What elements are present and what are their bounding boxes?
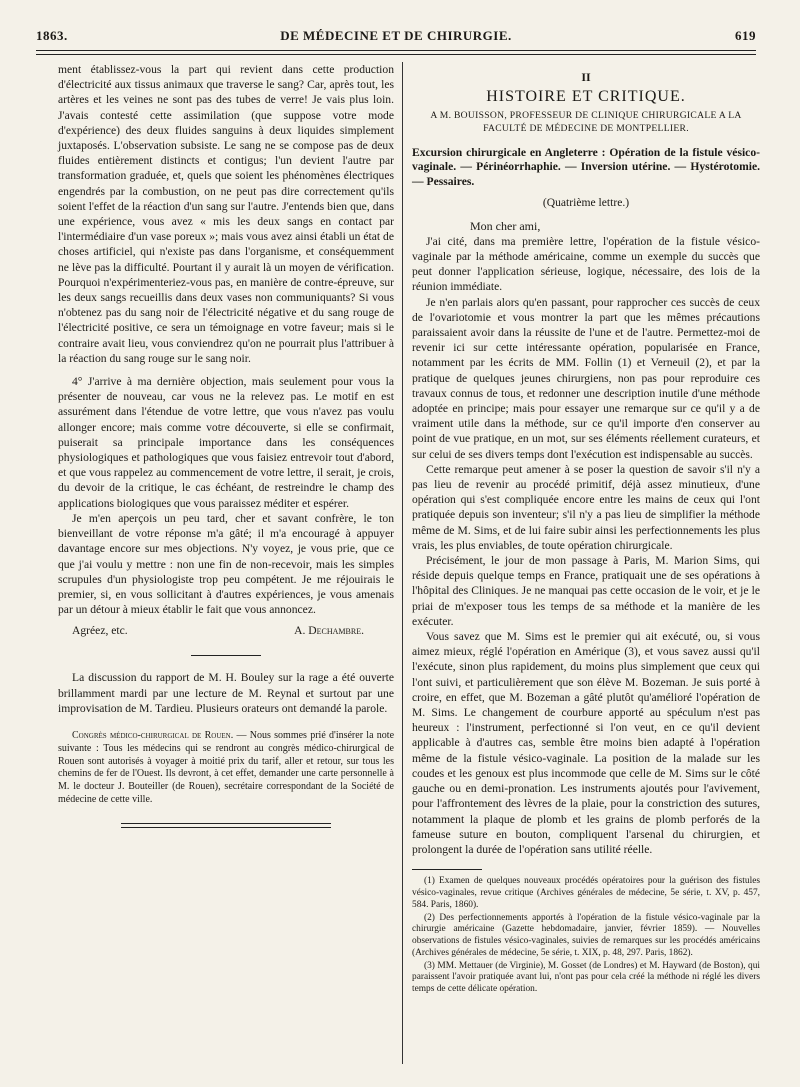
footnote-rule (412, 869, 482, 870)
footnote-3: (3) MM. Mettauer (de Virginie), M. Gosset (de Londres) et M. Hayward (de Boston), qui paraissent l'avoir pratiquée avant lui, n'ont pas pour cela créé la méthode ni réglé les divers temps de cette délicate opération. (412, 960, 760, 995)
right-paragraph-5: Vous savez que M. Sims est le premier qui ait exécuté, ou, si vous aimez mieux, réglé l'opération en Amérique (3), et vous savez aussi qu'il l'exécute, sinon plus rapidement, du moins plus simplement que ceux qui l'ont suivi, et particulièrement que son élève M. Bozeman. Je suis porté à croire, en effet, que M. Bozeman a gâté plutôt qu'amélioré l'opération de M. Sims. Le changement de courbure apporté au spéculum n'est pas heureux : l'instrument, perfectionné si l'on veut, en ce qu'il devient applicable à d'autres cas, semble être moins bien adapté à l'opération même de la fistule vésico-vaginale. La position de la malade sur les coudes et les genoux est plus incommode que celle de M. Sims sur le côté gauche ou en demi-pronation. Les instruments ajoutés pour l'avivement, pour l'affrontement des lèvres de la plaie, pour la constriction des sutures, notamment la plaque de plomb et les grains de plomb perforés de la fameuse suture en bouton, compliquent l'arsenal du chirurgien, et prolongent la durée de l'opération sans utilité réelle. (412, 630, 760, 856)
salutation: Mon cher ami, (470, 218, 541, 233)
closing-row (58, 623, 394, 641)
section-title: HISTOIRE ET CRITIQUE. (486, 88, 686, 106)
notice-text: — Nous sommes prié d'insérer la note suivante : Tous les médecins qui se rendront au congrès médico-chirurgical de Rouen sont autorisés à voyager à moitié prix du tarif, aller et retour, sur tous les chemins de fer de l'Ouest. Ils devront, à cet effet, demander une carte personnelle à M. le docteur J. Bouteiller (de Rouen), secrétaire correspondant de la Société de médecine de cette ville. (58, 729, 395, 805)
footnote-1: (1) Examen de quelques nouveaux procédés opératoires pour la guérison des fistules vésico-vaginales, revue critique (Archives générales de médecine, 5e série, t. XV, p. 457, 584. Paris, 1860). (412, 876, 760, 910)
right-paragraph-3: Cette remarque peut amener à se poser la question de savoir s'il n'y a pas lieu de revenir au procédé primitif, déjà assez minutieux, d'une opération qui s'est compliquée encore entre les mains de ceux qui l'ont pratiquée depuis son inventeur; s'il n'y a pas lieu de simplifier la méthode même de M. Sims, et de lui faire subir ainsi les perfectionnements les plus vrais, les plus enviables, de toute opération chirurgicale. (412, 462, 760, 552)
left-column (58, 62, 394, 834)
left-paragraph-1: ment établissez-vous la part qui revient dans cette production d'électricité aux tissus animaux que traverse le sang? Car, après tout, les artères et les veines ne sont pas des tubes de verre! Je vais plus loin. J'avais contesté cette assimilation (que suppose votre mode d'expérience) des deux fluides sanguins à deux liquides simplement juxtaposés. L'observation subsiste. Le sang ne se compose pas de deux fluides entièrement distincts et contigus; l'un devient l'autre par transformation graduée, et, quels que soient les phénomènes électriques engendrés par la combustion, on ne peut pas dire correctement qu'ils soient l'effet de la réaction d'un sang sur l'autre. J'entends bien que, dans une expérience, vous avez « mis les deux sangs en contact par l'intermédiaire d'un vase poreux »; mais vous avez ainsi établi un état de choses artificiel, qui n'existe pas dans l'organisme, et conséquemment ne lève pas la difficulté. Pourtant il y aurait là un moyen de vérification. Pourquoi n'expérimenteriez-vous pas, en manière de contre-épreuve, sur les deux sangs recueillis dans deux vases non communiquants? Si vous n'obtenez pas du sang noir de l'électricité négative et du sang rouge de l'électricité positive, ce sera un témoignage en votre faveur; mais si le contraire avait lieu, vous conviendrez qu'on ne pourrait plus l'attribuer à la réaction du sang rouge sur le sang noir. (58, 63, 394, 365)
left-paragraph-2: 4° J'arrive à ma dernière objection, mais seulement pour vous la présenter de nouveau, car vous ne la relevez pas. Le motif en est assurément dans l'étendue de votre lettre, que vous n'avez pas voulu allonger encore; mais comme votre découverte, si elle se confirmait, puiserait sa principale importance dans les conséquences physiologiques et pathologiques que vous faisiez entrevoir tout d'abord, et que vous rappelez au commencement de votre lettre, il serait, je crois, du devoir de la critique, le cas échéant, de restreindre le champ des applications biologiques que vous paraissez méditer et espérer. (58, 375, 394, 510)
right-paragraph-4: Précisément, le jour de mon passage à Paris, M. Marion Sims, qui réside depuis quelque temps en France, pratiquait une de ses opérations à l'hôpital des Cliniques. Je ne manquai pas cette occasion de le voir, et je le priai de m'exposer tous les temps de sa méthode et la manière de les exécuter. (412, 554, 760, 628)
section-number: II (581, 70, 591, 84)
running-head (36, 28, 756, 48)
congress-notice (58, 730, 394, 807)
header-year: 1863. (36, 28, 68, 43)
header-title: DE MÉDECINE ET DE CHIRURGIE. (280, 28, 512, 43)
footnote-2: (2) Des perfectionnements apportés à l'opération de la fistule vésico-vaginale par la chirurgie américaine (Gazette hebdomadaire, janvier, février 1859). — Nouvelles observations de fistules vésico-vaginales, suivies de remarques sur les procédés américains (Archives générales de médecine, 5e série, t. XIX, p. 48, 297. Paris, 1862). (412, 912, 760, 958)
left-paragraph-4: La discussion du rapport de M. H. Bouley sur la rage a été ouverte brillamment mardi par une lecture de M. Reynal et surtout par une improvisation de M. Tardieu. Plusieurs orateurs ont demandé la parole. (58, 671, 394, 715)
left-paragraph-3: Je m'en aperçois un peu tard, cher et savant confrère, le ton bienveillant de votre réponse m'a gâté; il m'a encouragé à appuyer davantage encore sur mes objections. N'y voyez, je vous prie, que ce que j'ai voulu y mettre : non une fin de non-recevoir, mais les simples scrupules d'un physiologiste trop peu compétent. Je me réjouirais le premier, si, en vous sollicitant à d'autres expériences, je vous amenais par un détour à mieux établir le fait que vous annoncez. (58, 511, 394, 617)
page-number: 619 (735, 28, 756, 43)
article-subject: Excursion chirurgicale en Angleterre : Opération de la fistule vésico-vaginale. — Périnéorrhaphie. — Inversion utérine. — Hystérotomie. — Pessaires. (412, 145, 760, 188)
footnotes (412, 869, 760, 996)
dedication: A M. BOUISSON, PROFESSEUR DE CLINIQUE CHIRURGICALE A LA FACULTÉ DE MÉDECINE DE MONTPELLIER. (430, 110, 742, 134)
section-rule (191, 655, 261, 656)
signature (294, 623, 364, 638)
letter-number: (Quatrième lettre.) (542, 196, 630, 210)
header-rule (36, 50, 756, 51)
closing-formula: Agréez, etc. (72, 624, 128, 638)
bottom-rule (121, 823, 331, 828)
right-paragraph-2: Je n'en parlais alors qu'en passant, pour rapprocher ces succès de ceux de l'ovariotomie et vous montrer la part que les mêmes précautions paraissaient avoir dans la réussite de l'une et de l'autre. Permettez-moi de revenir ici sur cette intéressante opération, popularisée en France, notamment par les écrits de MM. Follin (1) et Verneuil (2), et par la pratique de quelques jeunes chirurgiens, non pas pour reproduire ces travaux connus de tous, et redonner une description inutile d'une méthode adoptée en principe; mais pour essayer une remarque sur ce qu'il y a de vraiment utile dans la méthode, sur ce qu'il importe d'en conserver au point de vue pratique, en un mot, sur ses éléments réellement curateurs, et sur celui de ses divers temps dont l'exécution est indispensable au succès. (412, 295, 760, 461)
notice-heading: Congrès médico-chirurgical de Rouen. (72, 729, 234, 741)
header-rule-thin (36, 54, 756, 55)
signature-name: A. Dechambre. (294, 624, 364, 638)
right-paragraph-1: J'ai cité, dans ma première lettre, l'opération de la fistule vésico-vaginale par la méthode américaine, comme un exemple du succès que peut donner l'application sérieuse, logique, nécessaire, des lois de la réunion immédiate. (412, 234, 760, 294)
right-column (412, 62, 760, 996)
column-divider (402, 62, 403, 1064)
